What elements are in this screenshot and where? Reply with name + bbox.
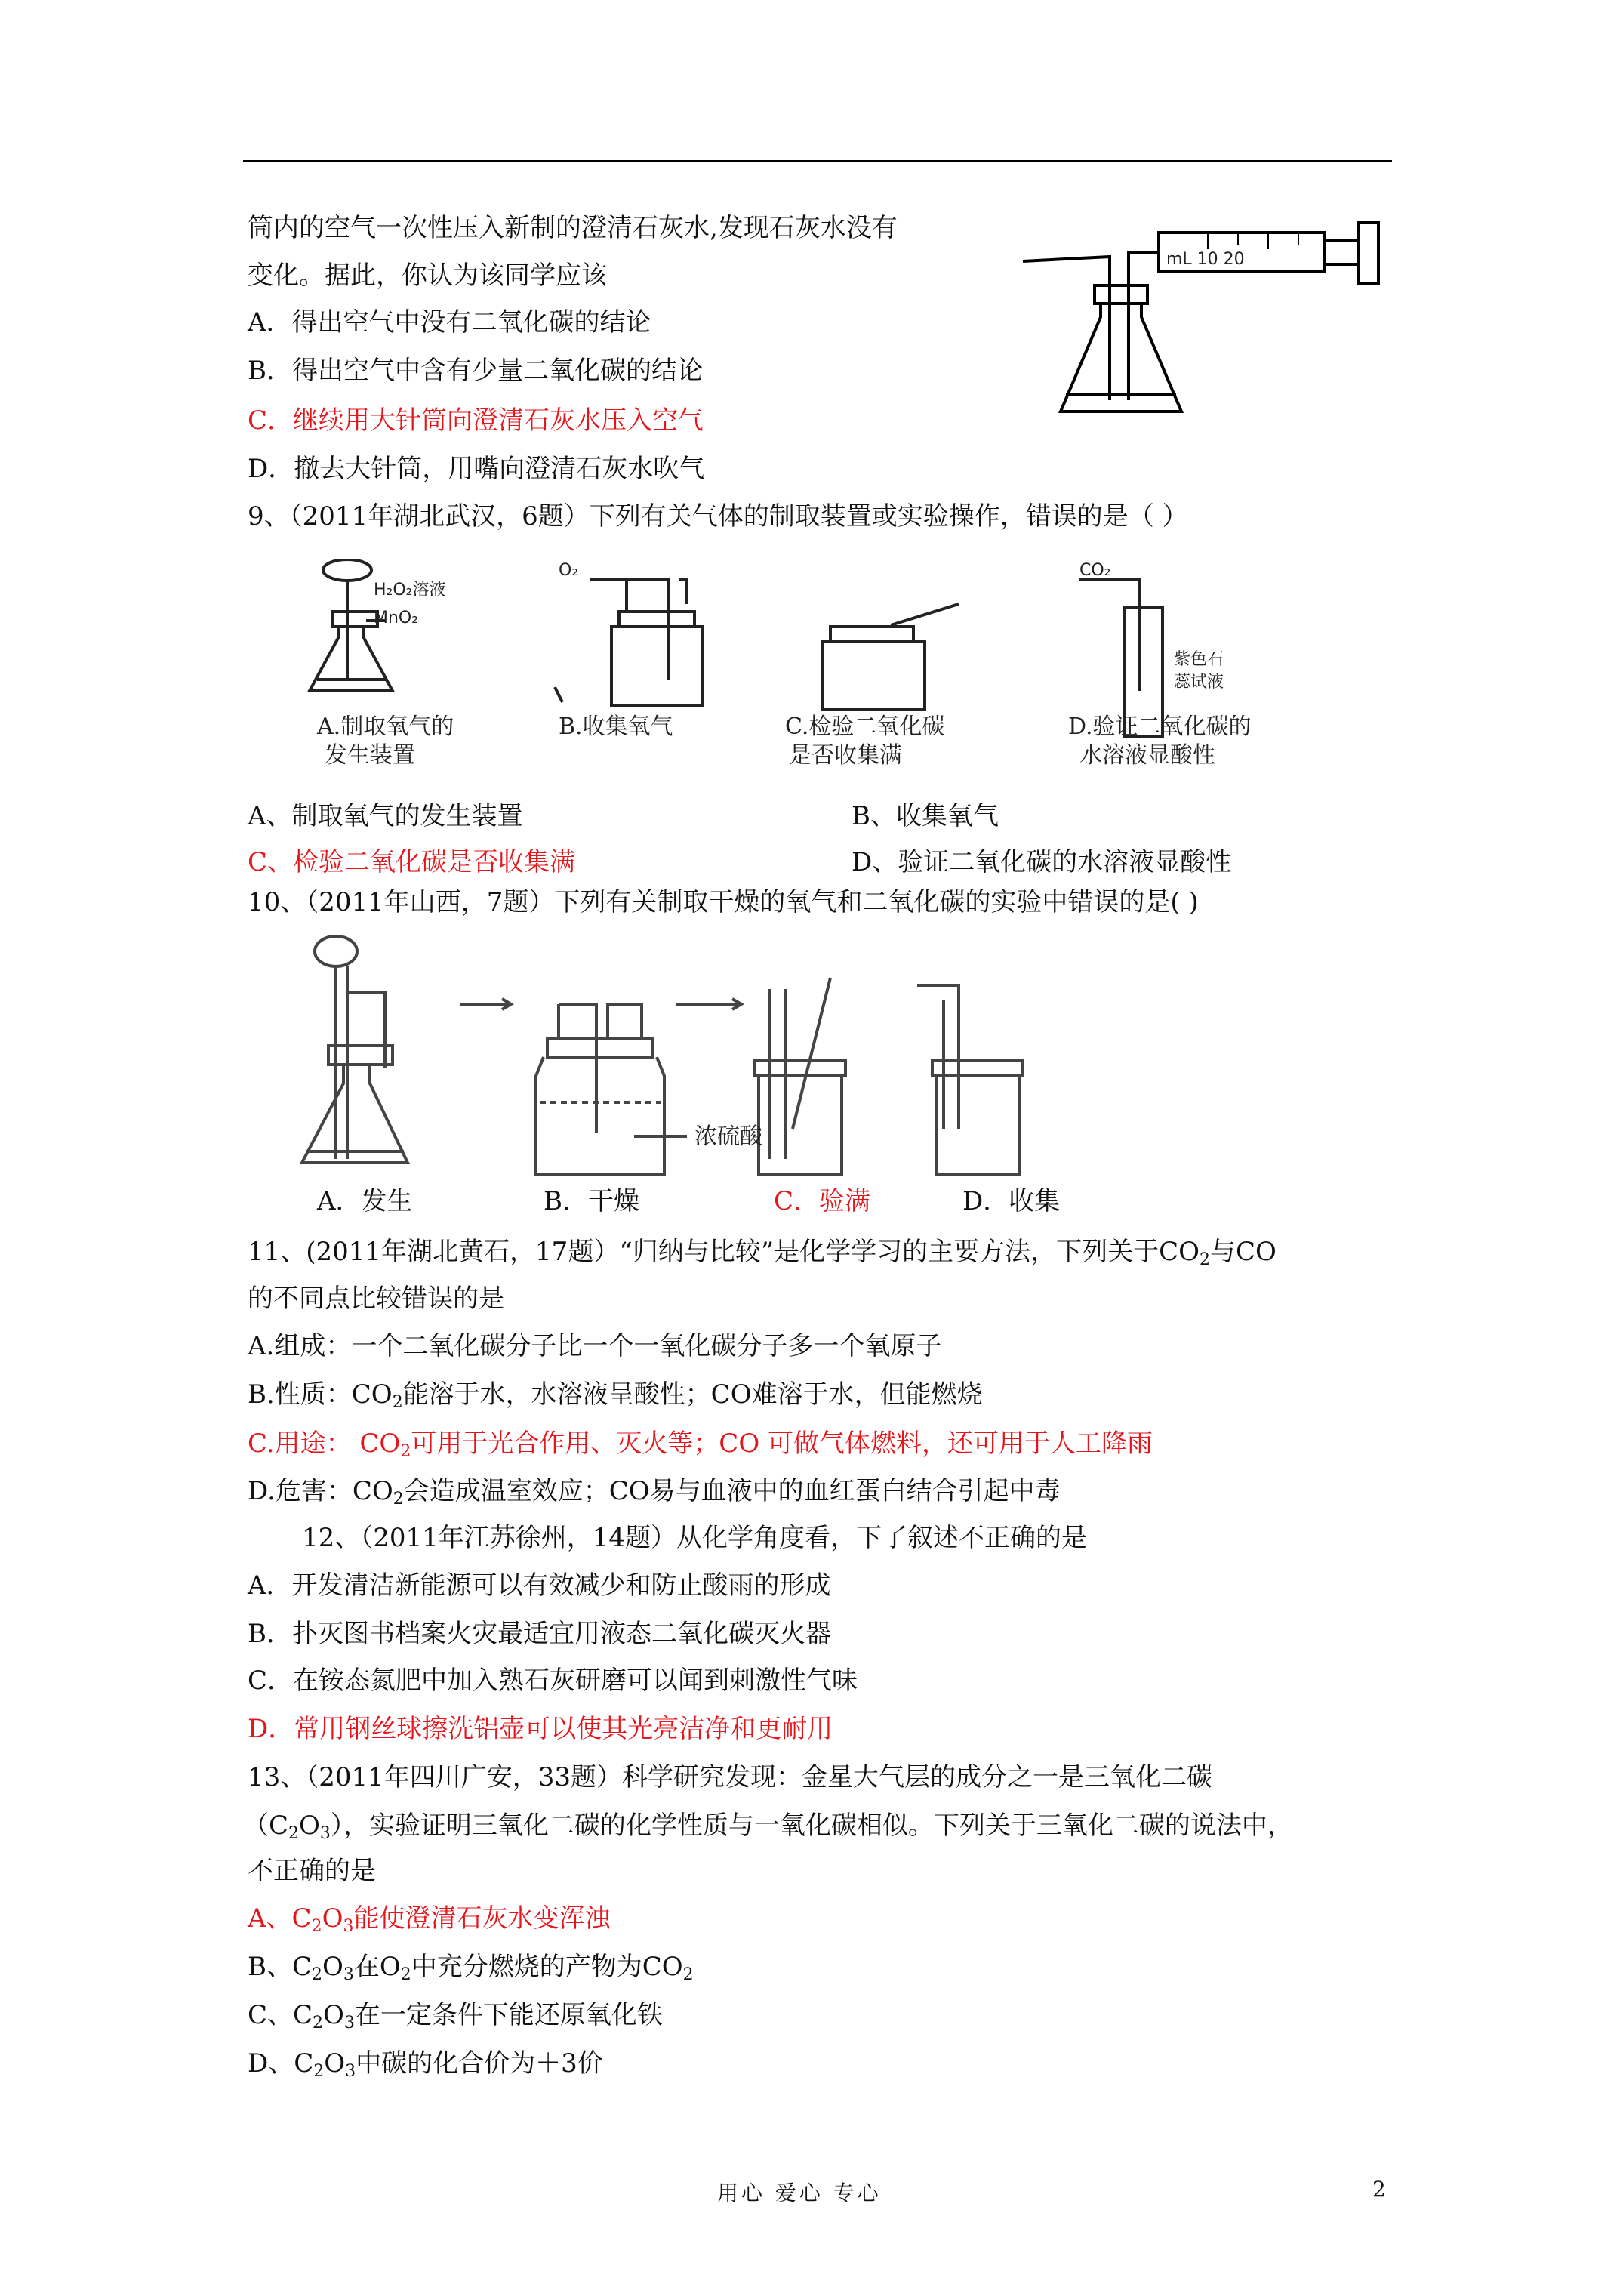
q9c-caption2: 是否收集满	[789, 742, 902, 769]
q9d-gas: CO₂	[1079, 561, 1111, 580]
q11-stem: 11、(2011年湖北黄石，17题）“归纳与比较”是化学学习的主要方法，下列关于$CO_2$与CO	[248, 1237, 1277, 1269]
q9a-caption1: A.制取氧气的	[317, 713, 454, 740]
q13-stem2: $(C_2O_3)$，实验证明三氧化二碳的化学性质与一氧化碳相似。下列关于三氧化二碳的说法中，	[243, 1811, 1293, 1843]
q9-stem: 9、（2011年湖北武汉，6题）下列有关气体的制取装置或实验操作，错误的是（ ）	[248, 501, 1188, 532]
page-number: 2	[1372, 2177, 1386, 2202]
q11-option-a: A.组成：一个二氧化碳分子比一个一氧化碳分子多一个氧原子	[248, 1331, 942, 1361]
q9-option-b: B、收集氧气	[852, 801, 999, 831]
q8-line2: 变化。据此，你认为该同学应该	[248, 260, 607, 291]
q8-line1: 筒内的空气一次性压入新制的澄清石灰水,发现石灰水没有	[248, 213, 898, 243]
q13-option-a: A、$C_2O_3$能使澄清石灰水变浑浊	[248, 1903, 611, 1936]
q9-figure	[294, 559, 1336, 785]
q12-option-d: D．常用钢丝球擦洗铝壶可以使其光亮洁净和更耐用	[248, 1714, 833, 1744]
q13-option-b: B、$C_2O_3$在$O_2$中充分燃烧的产物为$CO_2$	[248, 1952, 694, 1984]
q13-stem3: 不正确的是	[248, 1856, 376, 1886]
q9a-caption2: 发生装置	[325, 742, 415, 769]
q10-figure	[287, 932, 1178, 1182]
q9-option-a: A、制取氧气的发生装置	[248, 801, 523, 831]
q12-option-c: C．在铵态氮肥中加入熟石灰研磨可以闻到刺激性气味	[248, 1666, 858, 1696]
q10-option-c: C．验满	[774, 1186, 871, 1216]
q13-option-c: C、$C_2O_3$在一定条件下能还原氧化铁	[248, 2000, 663, 2032]
q8-option-d: D．撤去大针筒，用嘴向澄清石灰水吹气	[248, 454, 705, 484]
footer-motto: 用心 爱心 专心	[717, 2180, 882, 2205]
q11-option-d: D.危害：$CO_2$会造成温室效应；CO易与血液中的血红蛋白结合引起中毒	[248, 1476, 1061, 1509]
q12-option-a: A．开发清洁新能源可以有效减少和防止酸雨的形成	[248, 1570, 831, 1601]
header-rule	[243, 160, 1392, 162]
syringe-flask-figure	[1019, 219, 1419, 423]
q9-option-d: D、验证二氧化碳的水溶液显酸性	[852, 847, 1232, 877]
q13-stem1: 13、（2011年四川广安，33题）科学研究发现：金星大气层的成分之一是三氧化二碳	[248, 1762, 1213, 1792]
q8-option-c: C．继续用大针筒向澄清石灰水压入空气	[248, 405, 704, 436]
q12-option-b: B．扑灭图书档案火灾最适宜用液态二氧化碳灭火器	[248, 1619, 831, 1649]
q8-option-b: B．得出空气中含有少量二氧化碳的结论	[248, 356, 703, 386]
q11-stem2: 的不同点比较错误的是	[248, 1284, 504, 1314]
q12-stem: 12、（2011年江苏徐州，14题）从化学角度看，下了叙述不正确的是	[302, 1523, 1088, 1553]
q10-acid-label: 浓硫酸	[694, 1123, 762, 1150]
q10-option-d: D．收集	[962, 1186, 1061, 1216]
q9d-reagent1: 紫色石	[1174, 650, 1224, 669]
q9b-gas: O₂	[559, 561, 579, 580]
q11-option-b: B.性质：$CO_2$能溶于水，水溶液呈酸性；CO难溶于水，但能燃烧	[248, 1379, 983, 1412]
q9-option-c: C、检验二氧化碳是否收集满	[248, 847, 576, 877]
q10-stem: 10、（2011年山西，7题）下列有关制取干燥的氧气和二氧化碳的实验中错误的是( )	[248, 887, 1199, 917]
q10-option-a: A．发生	[317, 1186, 413, 1216]
q8-option-a: A．得出空气中没有二氧化碳的结论	[248, 307, 651, 337]
q9d-caption1: D.验证二氧化碳的	[1068, 713, 1252, 740]
q11-option-c: C.用途： $CO_2$可用于光合作用、灭火等；CO 可做气体燃料，还可用于人工降雨	[248, 1428, 1153, 1461]
q9a-reagent2: MnO₂	[374, 609, 419, 627]
q9a-reagent1: H₂O₂溶液	[374, 581, 446, 599]
q9c-caption1: C.检验二氧化碳	[785, 713, 945, 740]
q9d-caption2: 水溶液显酸性	[1079, 742, 1215, 769]
q10-option-b: B．干燥	[544, 1186, 639, 1216]
syringe-scale-label: mL 10 20	[1166, 250, 1245, 269]
q9d-reagent2: 蕊试液	[1174, 673, 1224, 692]
q9b-caption: B.收集氧气	[559, 713, 673, 740]
q13-option-d: D、$C_2O_3$中碳的化合价为＋3价	[248, 2048, 603, 2081]
